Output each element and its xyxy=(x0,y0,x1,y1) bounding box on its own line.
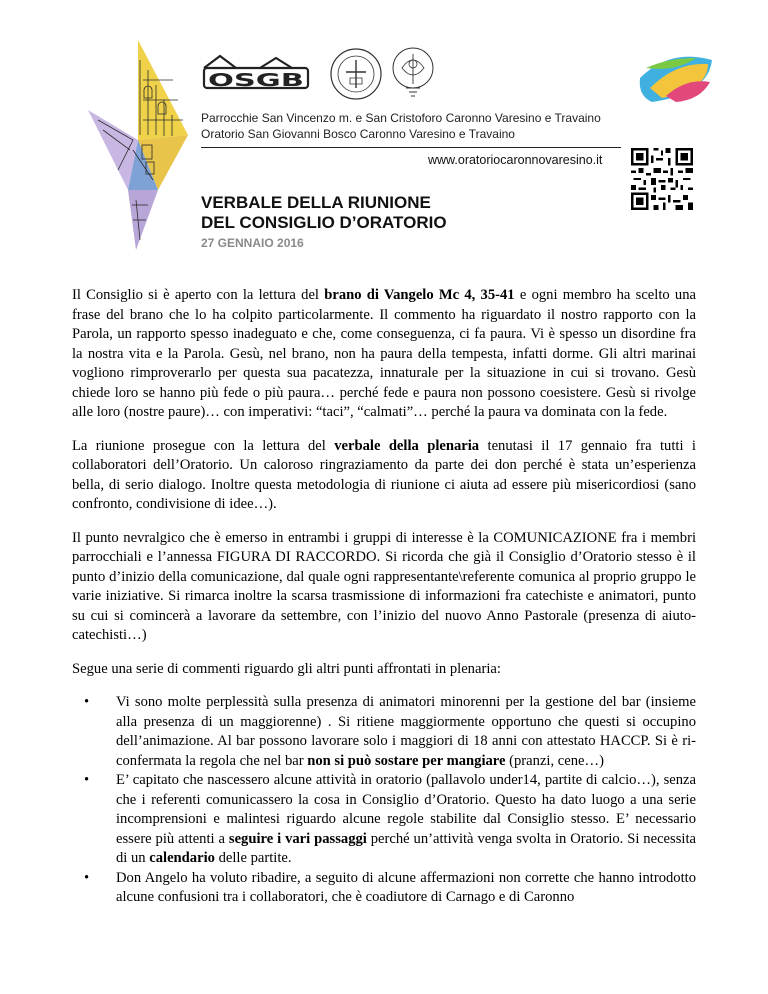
paragraph-comments-intro: Segue una serie di commenti riguardo gli altri punti affrontati in plenaria: xyxy=(72,660,501,677)
church-artwork xyxy=(88,40,188,250)
bullet-icon: • xyxy=(84,694,90,710)
list-item: • Don Angelo ha voluto ribadire, a seguito di alcune affermazioni non corrette che hanno introdotto alcune confusioni tra i collaboratori, che è coadiutore di Carnago e di Caronno xyxy=(84,869,696,905)
parish-name: Parrocchie San Vincenzo m. e San Cristoforo Caronno Varesino e Travaino xyxy=(201,111,601,125)
header-text xyxy=(201,110,601,142)
comments-list xyxy=(72,693,696,908)
list-item: • Vi sono molte perplessità sulla presenza di animatori minorenni per la gestione del bar (insieme alla presenza di un maggiorenne) . Si ritiene maggiormente opportuno che questi si occupino dell’animazione. Al bar possono lavorare solo i maggiori di 18 anni con attestato HACCP. Si è ri-confermata la regola che nel bar non si può sostare per mangiare (pranzi, cene…) xyxy=(84,694,696,769)
bullet-icon: • xyxy=(84,772,90,788)
minutes-body xyxy=(72,286,696,908)
paragraph-gospel: Il Consiglio si è aperto con la lettura del brano di Vangelo Mc 4, 35-41 e ogni membro ha scelto una frase del brano che lo ha colpito particolarmente. Il commento ha riguardato il nostro rapporto con la Parola, un rapporto spesso inadeguato e che, come conseguenza, ci fa paura. Vi è spesso un disordine fra la nostra vita e la Parola. Gesù, nel brano, non ha paura della tempesta, infatti dorme. Gli altri marinai vogliono rimproverarlo per questa sua pacatezza, innaturale per la situazione in cui si trovano. Gesù chiede loro se hanno più fede o più paura… perché fede e paura non possono coesistere. Gesù si rivolge alle loro (nostre paure)… con imperativi: “taci”, “calmati”… perché la paura va dominata con la fede. xyxy=(72,287,696,420)
website-link[interactable]: www.oratoriocaronnovaresino.it xyxy=(428,153,603,167)
paragraph-plenary: La riunione prosegue con la lettura del verbale della plenaria tenutasi il 17 gennaio fra tutti i collaboratori dell’Oratorio. Un caloroso ringraziamento da parte dei don perché è stata un’esperienza bella, di serio dialogo. Inoltre questa metodologia di riunione ci aiuta ad essere più misericordiosi (sano confronto, condivisione di idee…). xyxy=(72,437,696,512)
header-divider xyxy=(201,147,621,148)
come-gesu-logo xyxy=(636,48,716,108)
list-item: • E’ capitato che nascessero alcune attività in oratorio (pallavolo under14, partite di calcio…), senza che i referenti comunicassero la cosa in Consiglio d’Oratorio. Questo ha dato luogo a una serie incomprensioni e malintesi riguardo alcune regole stabilite dal Consiglio stesso. E’ necessario essere più attenti a seguire i vari passaggi perché un’attività venga svolta in Oratorio. Si necessita di un calendario delle partite. xyxy=(84,772,696,866)
osgb-logo xyxy=(200,52,312,92)
bullet-icon: • xyxy=(84,869,90,886)
svg-text:OSGB: OSGB xyxy=(208,70,304,91)
document-date: 27 GENNAIO 2016 xyxy=(201,236,304,250)
qr-code[interactable] xyxy=(631,148,693,210)
parish-seal-1 xyxy=(328,46,384,102)
document-title xyxy=(201,193,447,233)
oratory-name: Oratorio San Giovanni Bosco Caronno Varesino e Travaino xyxy=(201,127,515,141)
title-line-2: DEL CONSIGLIO D’ORATORIO xyxy=(201,213,447,232)
paragraph-communication: Il punto nevralgico che è emerso in entrambi i gruppi di interesse è la COMUNICAZIONE fra i membri parrocchiali e l’annessa FIGURA DI RACCORDO. Si ricorda che già il Consiglio d’Oratorio stesso è il punto d’inizio della comunicazione, dal quale ogni rappresentante\referente comunica al proprio gruppo le varie iniziative. Si rimarca inoltre la scarsa trasmissione di informazioni fra catechiste e animatori, punto su cui si comincerà a lavorare da settembre, con l’inizio del nuovo Anno Pastorale (presenza di aiuto-catechisti…) xyxy=(72,529,696,643)
title-line-1: VERBALE DELLA RIUNIONE xyxy=(201,193,431,212)
parish-seal-2 xyxy=(390,44,436,106)
